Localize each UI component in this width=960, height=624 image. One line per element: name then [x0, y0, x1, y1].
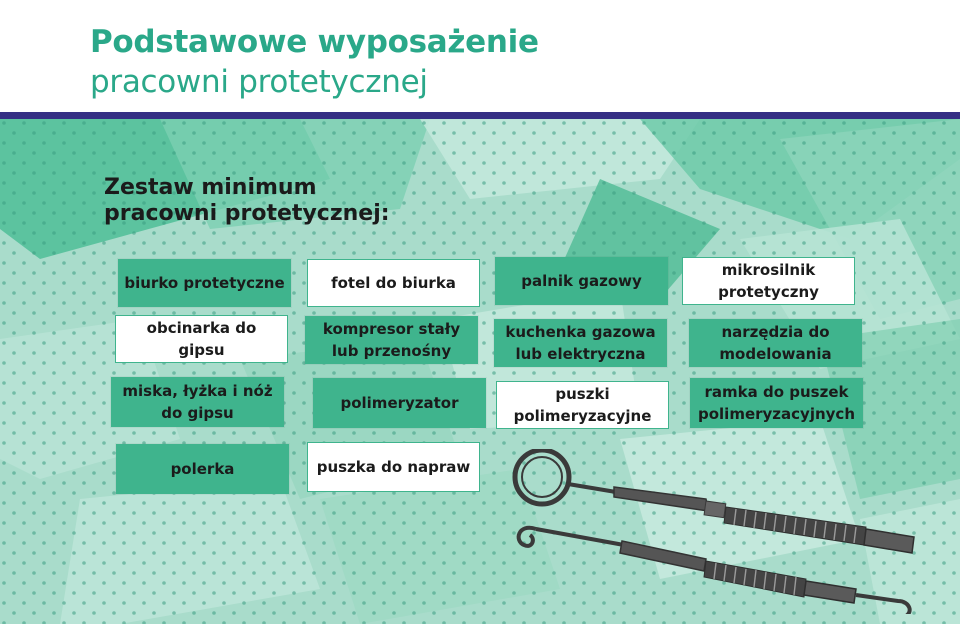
equipment-item: palnik gazowy: [495, 257, 668, 305]
equipment-item: kompresor stały lub przenośny: [305, 316, 478, 364]
content-panel: [0, 119, 960, 624]
equipment-item: mikrosilnik protetyczny: [682, 257, 855, 305]
equipment-item: ramka do puszek polimeryzacyjnych: [690, 378, 863, 428]
equipment-item: miska, łyżka i nóż do gipsu: [111, 377, 284, 427]
equipment-item: puszki polimeryzacyjne: [496, 381, 669, 429]
dental-tools-illustration: [506, 449, 926, 614]
page-subtitle: pracowni protetycznej: [90, 64, 428, 100]
header-divider: [0, 112, 960, 119]
equipment-item: obcinarka do gipsu: [115, 315, 288, 363]
equipment-item: kuchenka gazowa lub elektryczna: [494, 319, 667, 367]
list-heading: Zestaw minimum pracowni protetycznej:: [104, 175, 390, 226]
page-title: Podstawowe wyposażenie: [90, 24, 539, 60]
equipment-item: polerka: [116, 444, 289, 494]
equipment-item: fotel do biurka: [307, 259, 480, 307]
equipment-item: biurko protetyczne: [118, 259, 291, 307]
equipment-item: narzędzia do modelowania: [689, 319, 862, 367]
page-header: [0, 0, 960, 114]
equipment-item: polimeryzator: [313, 378, 486, 428]
equipment-item: puszka do napraw: [307, 442, 480, 492]
